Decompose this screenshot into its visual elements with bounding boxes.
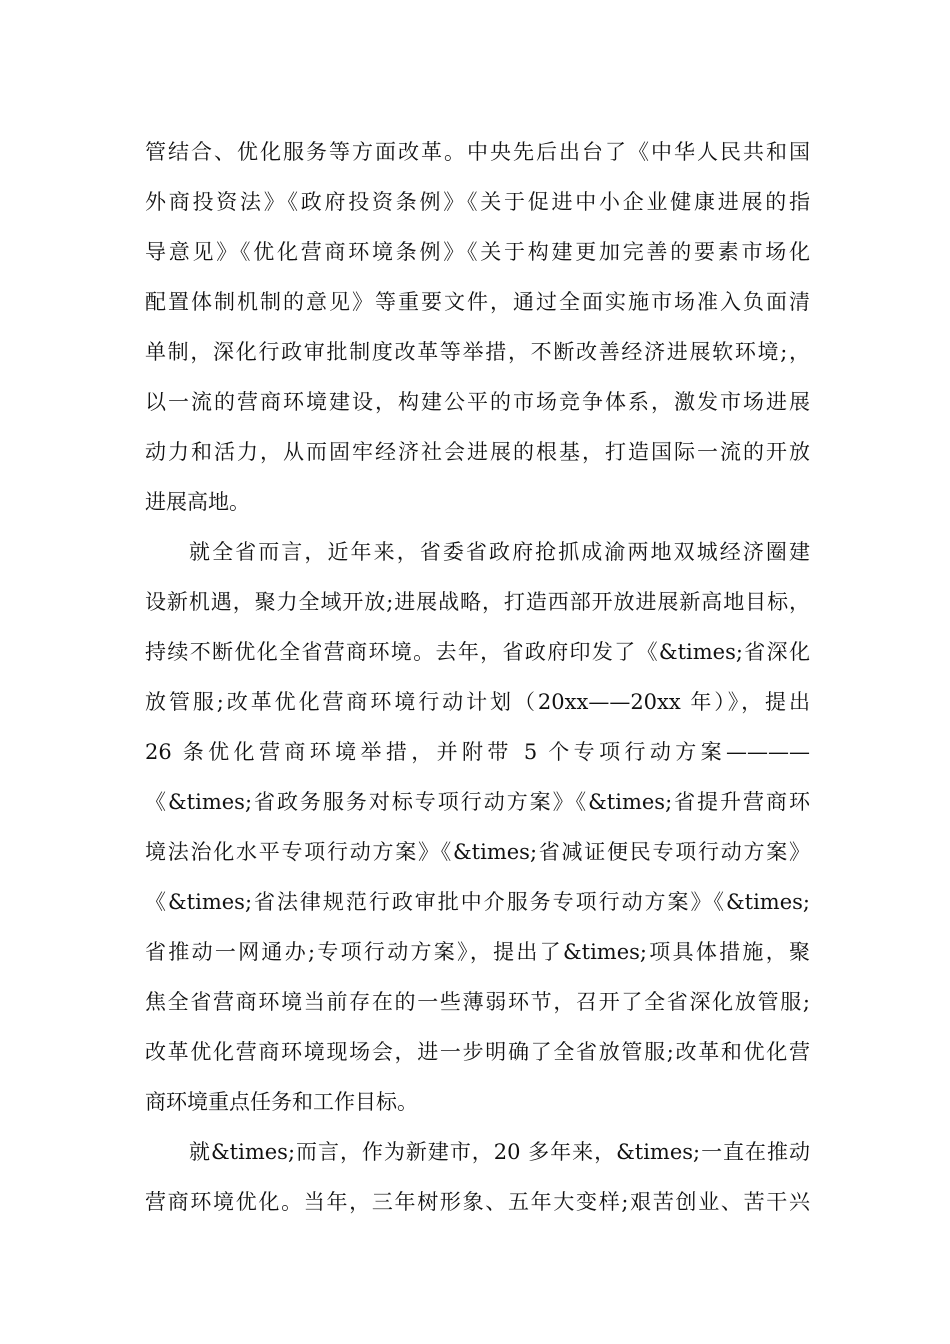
text-line: 26 条优化营商环境举措，并附带 5 个专项行动方案———— [145,740,810,764]
text-line: 放管服;改革优化营商环境行动计划（20xx——20xx 年）》，提出 [145,690,810,714]
text-line: 以一流的营商环境建设，构建公平的市场竞争体系，激发市场进展 [145,390,810,414]
text-line: 《&times;省法律规范行政审批中介服务专项行动方案》《&times; [145,890,810,914]
text-line: 省推动一网通办;专项行动方案》，提出了&times;项具体措施，聚 [145,940,810,964]
text-line: 就&times;而言，作为新建市，20 多年来，&times;一直在推动 [189,1140,810,1164]
text-line: 持续不断优化全省营商环境。去年，省政府印发了《&times;省深化 [145,640,810,664]
text-line: 改革优化营商环境现场会，进一步明确了全省放管服;改革和优化营 [145,1040,810,1064]
text-line: 焦全省营商环境当前存在的一些薄弱环节，召开了全省深化放管服; [145,990,810,1014]
text-line: 外商投资法》《政府投资条例》《关于促进中小企业健康进展的指 [145,190,810,214]
text-line: 动力和活力，从而固牢经济社会进展的根基，打造国际一流的开放 [145,440,810,464]
body-text [145,127,810,1227]
text-line: 进展高地。 [145,490,250,514]
text-line: 单制，深化行政审批制度改革等举措，不断改善经济进展软环境;， [145,340,810,364]
text-line: 商环境重点任务和工作目标。 [145,1090,418,1114]
text-line: 设新机遇，聚力全域开放;进展战略，打造西部开放进展新高地目标， [145,590,810,614]
text-line: 导意见》《优化营商环境条例》《关于构建更加完善的要素市场化 [145,240,810,264]
paragraph-3 [145,1127,810,1227]
text-line: 管结合、优化服务等方面改革。中央先后出台了《中华人民共和国 [145,140,810,164]
paragraph-2 [145,527,810,1127]
text-line: 营商环境优化。当年，三年树形象、五年大变样;艰苦创业、苦干兴 [145,1190,810,1214]
paragraph-1 [145,127,810,527]
text-line: 配置体制机制的意见》等重要文件，通过全面实施市场准入负面清 [145,290,810,314]
text-line: 《&times;省政务服务对标专项行动方案》《&times;省提升营商环 [145,790,810,814]
text-line: 境法治化水平专项行动方案》《&times;省减证便民专项行动方案》 [145,840,810,864]
text-line: 就全省而言，近年来，省委省政府抢抓成渝两地双城经济圈建 [189,540,810,564]
